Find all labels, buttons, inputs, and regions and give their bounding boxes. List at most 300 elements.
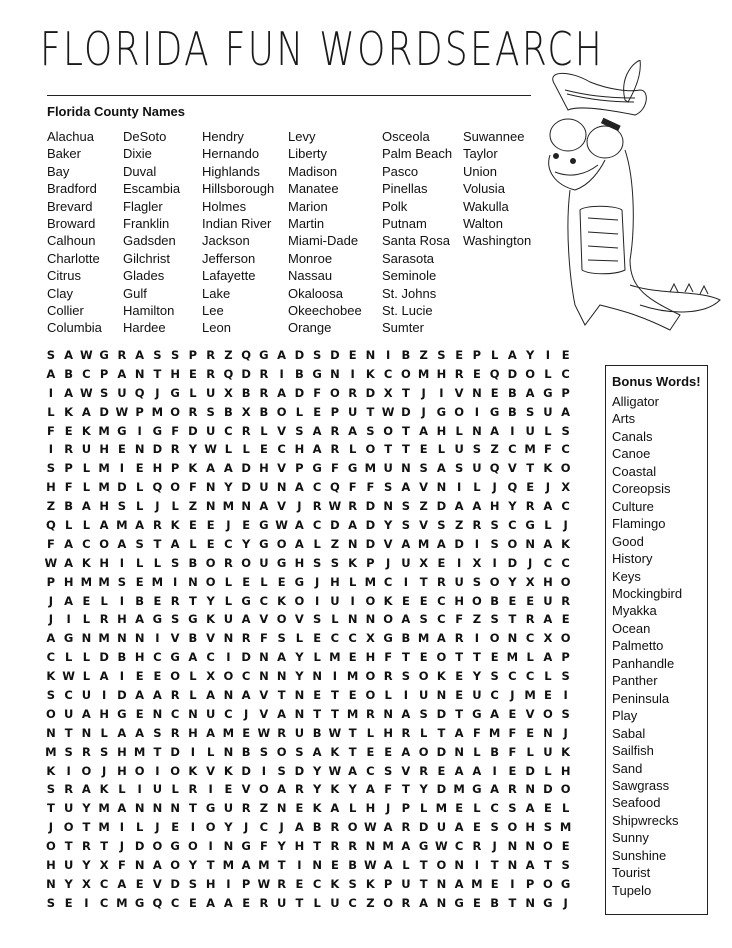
grid-letter[interactable]: U xyxy=(259,555,269,570)
grid-letter[interactable]: T xyxy=(437,725,446,740)
grid-letter[interactable]: H xyxy=(259,461,269,476)
grid-letter[interactable]: S xyxy=(259,744,269,759)
grid-letter[interactable]: E xyxy=(135,574,144,589)
grid-letter[interactable]: B xyxy=(348,858,357,873)
grid-letter[interactable]: L xyxy=(242,442,250,457)
grid-letter[interactable]: N xyxy=(436,876,447,891)
grid-letter[interactable]: I xyxy=(510,423,515,438)
grid-letter[interactable]: A xyxy=(188,650,198,665)
grid-letter[interactable]: C xyxy=(46,650,56,665)
grid-letter[interactable]: N xyxy=(454,744,464,759)
grid-letter[interactable]: W xyxy=(257,725,271,740)
grid-letter[interactable]: E xyxy=(206,536,215,551)
grid-letter[interactable]: E xyxy=(313,404,322,419)
grid-letter[interactable]: Y xyxy=(348,782,357,797)
grid-letter[interactable]: E xyxy=(82,593,91,608)
grid-letter[interactable]: O xyxy=(560,782,571,797)
grid-letter[interactable]: Y xyxy=(312,763,322,778)
grid-letter[interactable]: A xyxy=(223,461,233,476)
grid-letter[interactable]: S xyxy=(454,461,464,476)
grid-letter[interactable]: J xyxy=(563,725,568,740)
grid-letter[interactable]: H xyxy=(46,858,56,873)
grid-letter[interactable]: F xyxy=(543,442,552,457)
grid-letter[interactable]: J xyxy=(492,480,497,495)
grid-letter[interactable]: C xyxy=(561,499,570,514)
grid-letter[interactable]: A xyxy=(294,518,304,533)
grid-letter[interactable]: A xyxy=(525,858,535,873)
grid-letter[interactable]: X xyxy=(81,876,91,891)
grid-letter[interactable]: N xyxy=(365,839,376,854)
grid-letter[interactable]: I xyxy=(101,688,107,703)
grid-letter[interactable]: A xyxy=(277,650,287,665)
grid-letter[interactable]: P xyxy=(561,650,570,665)
grid-letter[interactable]: Y xyxy=(188,442,198,457)
grid-letter[interactable]: L xyxy=(561,801,570,816)
grid-letter[interactable]: N xyxy=(276,801,287,816)
grid-letter[interactable]: A xyxy=(117,536,127,551)
grid-letter[interactable]: J xyxy=(314,574,320,589)
grid-letter[interactable]: S xyxy=(490,669,499,684)
grid-letter[interactable]: R xyxy=(472,839,482,854)
grid-letter[interactable]: E xyxy=(242,725,251,740)
grid-letter[interactable]: L xyxy=(348,801,357,816)
grid-letter[interactable]: A xyxy=(241,612,251,627)
grid-letter[interactable]: L xyxy=(313,650,321,665)
grid-letter[interactable]: A xyxy=(401,536,411,551)
grid-letter[interactable]: A xyxy=(206,461,216,476)
grid-letter[interactable]: A xyxy=(348,423,358,438)
grid-letter[interactable]: C xyxy=(348,895,357,910)
grid-letter[interactable]: B xyxy=(241,385,251,400)
grid-letter[interactable]: R xyxy=(330,839,340,854)
grid-letter[interactable]: O xyxy=(400,366,411,381)
grid-letter[interactable]: M xyxy=(506,650,519,665)
grid-letter[interactable]: L xyxy=(135,480,144,495)
grid-letter[interactable]: Y xyxy=(241,536,251,551)
grid-letter[interactable]: N xyxy=(223,688,234,703)
grid-letter[interactable]: W xyxy=(364,858,377,873)
grid-letter[interactable]: D xyxy=(294,385,305,400)
grid-letter[interactable]: N xyxy=(46,876,56,891)
grid-letter[interactable]: D xyxy=(170,876,180,891)
grid-letter[interactable]: T xyxy=(348,744,357,759)
grid-letter[interactable]: S xyxy=(401,518,411,533)
grid-letter[interactable]: L xyxy=(135,820,144,835)
grid-letter[interactable]: A xyxy=(561,404,571,419)
grid-letter[interactable]: B xyxy=(490,744,499,759)
grid-letter[interactable]: M xyxy=(417,536,430,551)
grid-letter[interactable]: I xyxy=(208,839,213,854)
grid-letter[interactable]: S xyxy=(348,876,357,891)
grid-letter[interactable]: O xyxy=(383,895,394,910)
grid-letter[interactable]: B xyxy=(259,404,269,419)
grid-letter[interactable]: H xyxy=(330,574,340,589)
grid-letter[interactable]: N xyxy=(347,612,358,627)
grid-letter[interactable]: A xyxy=(543,499,553,514)
grid-letter[interactable]: T xyxy=(100,839,109,854)
grid-letter[interactable]: G xyxy=(525,518,535,533)
grid-letter[interactable]: A xyxy=(401,612,411,627)
grid-letter[interactable]: I xyxy=(208,782,213,797)
grid-letter[interactable]: Y xyxy=(206,593,215,608)
grid-letter[interactable]: L xyxy=(224,593,233,608)
grid-letter[interactable]: E xyxy=(455,801,464,816)
grid-letter[interactable]: J xyxy=(48,820,54,835)
grid-letter[interactable]: A xyxy=(64,536,74,551)
grid-letter[interactable]: I xyxy=(119,669,125,684)
grid-letter[interactable]: R xyxy=(170,593,180,608)
grid-letter[interactable]: U xyxy=(330,895,340,910)
grid-letter[interactable]: E xyxy=(330,858,339,873)
grid-letter[interactable]: E xyxy=(117,442,126,457)
grid-letter[interactable]: Y xyxy=(82,858,91,873)
grid-letter[interactable]: Y xyxy=(508,574,517,589)
grid-letter[interactable]: M xyxy=(151,404,164,419)
grid-letter[interactable]: Y xyxy=(312,782,322,797)
grid-letter[interactable]: I xyxy=(48,442,54,457)
grid-letter[interactable]: K xyxy=(561,744,571,759)
grid-letter[interactable]: B xyxy=(188,631,198,646)
grid-letter[interactable]: A xyxy=(419,895,429,910)
grid-letter[interactable]: O xyxy=(152,839,163,854)
grid-letter[interactable]: E xyxy=(455,348,464,362)
grid-letter[interactable]: H xyxy=(63,574,74,589)
grid-letter[interactable]: H xyxy=(365,801,376,816)
grid-letter[interactable]: D xyxy=(294,763,305,778)
grid-letter[interactable]: C xyxy=(543,555,553,570)
grid-letter[interactable]: Z xyxy=(259,801,269,816)
grid-letter[interactable]: L xyxy=(82,669,91,684)
grid-letter[interactable]: I xyxy=(119,555,125,570)
grid-letter[interactable]: A xyxy=(348,518,358,533)
grid-letter[interactable]: S xyxy=(295,744,304,759)
grid-letter[interactable]: O xyxy=(205,555,216,570)
grid-letter[interactable]: K xyxy=(188,461,198,476)
grid-letter[interactable]: D xyxy=(507,366,518,381)
grid-letter[interactable]: L xyxy=(455,423,463,438)
grid-letter[interactable]: E xyxy=(384,744,393,759)
grid-letter[interactable]: S xyxy=(419,706,428,721)
grid-letter[interactable]: H xyxy=(294,442,305,457)
grid-letter[interactable]: S xyxy=(46,461,56,476)
grid-letter[interactable]: Y xyxy=(419,782,428,797)
grid-letter[interactable]: J xyxy=(226,518,231,533)
grid-letter[interactable]: B xyxy=(117,650,127,665)
grid-letter[interactable]: B xyxy=(401,348,411,362)
grid-letter[interactable]: D xyxy=(241,366,251,381)
grid-letter[interactable]: P xyxy=(64,461,73,476)
grid-letter[interactable]: D xyxy=(365,536,376,551)
grid-letter[interactable]: C xyxy=(99,895,109,910)
grid-letter[interactable]: C xyxy=(259,820,269,835)
grid-letter[interactable]: V xyxy=(507,461,517,476)
grid-letter[interactable]: W xyxy=(328,499,342,514)
grid-letter[interactable]: X xyxy=(383,385,393,400)
grid-letter[interactable]: S xyxy=(472,574,482,589)
grid-letter[interactable]: J xyxy=(243,820,249,835)
grid-letter[interactable]: O xyxy=(418,669,429,684)
grid-letter[interactable]: K xyxy=(365,366,375,381)
grid-letter[interactable]: L xyxy=(118,782,126,797)
grid-letter[interactable]: H xyxy=(365,650,376,665)
grid-letter[interactable]: A xyxy=(152,858,162,873)
grid-letter[interactable]: M xyxy=(98,480,110,495)
grid-letter[interactable]: G xyxy=(418,839,429,854)
grid-letter[interactable]: U xyxy=(418,688,429,703)
grid-letter[interactable]: F xyxy=(171,423,180,438)
grid-letter[interactable]: A xyxy=(436,461,446,476)
grid-letter[interactable]: Q xyxy=(329,480,340,495)
grid-letter[interactable]: L xyxy=(64,650,73,665)
grid-letter[interactable]: N xyxy=(312,669,322,684)
grid-letter[interactable]: I xyxy=(403,688,409,703)
grid-letter[interactable]: T xyxy=(64,839,73,854)
grid-letter[interactable]: N xyxy=(205,480,216,495)
grid-letter[interactable]: L xyxy=(526,650,534,665)
grid-letter[interactable]: Y xyxy=(472,669,482,684)
grid-letter[interactable]: X xyxy=(419,555,429,570)
grid-letter[interactable]: Z xyxy=(46,499,56,514)
grid-letter[interactable]: R xyxy=(241,423,251,438)
grid-letter[interactable]: A xyxy=(454,876,464,891)
grid-letter[interactable]: T xyxy=(472,650,481,665)
grid-letter[interactable]: F xyxy=(46,423,55,438)
grid-letter[interactable]: J xyxy=(155,499,160,514)
grid-letter[interactable]: D xyxy=(454,536,464,551)
grid-letter[interactable]: Q xyxy=(134,385,145,400)
grid-letter[interactable]: O xyxy=(507,820,518,835)
grid-letter[interactable]: V xyxy=(206,763,216,778)
grid-letter[interactable]: V xyxy=(294,612,304,627)
grid-letter[interactable]: E xyxy=(526,593,535,608)
grid-letter[interactable]: R xyxy=(312,499,322,514)
grid-letter[interactable]: A xyxy=(490,782,500,797)
grid-letter[interactable]: D xyxy=(365,385,376,400)
grid-letter[interactable]: G xyxy=(454,895,464,910)
grid-letter[interactable]: N xyxy=(223,744,234,759)
grid-letter[interactable]: M xyxy=(116,895,128,910)
grid-letter[interactable]: R xyxy=(259,895,269,910)
grid-letter[interactable]: E xyxy=(242,518,251,533)
grid-letter[interactable]: O xyxy=(489,631,500,646)
grid-letter[interactable]: M xyxy=(98,801,110,816)
grid-letter[interactable]: U xyxy=(276,895,287,910)
grid-letter[interactable]: A xyxy=(277,348,287,362)
grid-letter[interactable]: A xyxy=(401,839,411,854)
grid-letter[interactable]: A xyxy=(348,763,358,778)
grid-letter[interactable]: J xyxy=(563,895,568,910)
grid-letter[interactable]: A xyxy=(454,820,464,835)
grid-letter[interactable]: P xyxy=(170,461,180,476)
grid-letter[interactable]: K xyxy=(561,536,571,551)
grid-letter[interactable]: N xyxy=(525,536,535,551)
grid-letter[interactable]: G xyxy=(259,536,269,551)
grid-letter[interactable]: I xyxy=(66,612,71,627)
grid-letter[interactable]: O xyxy=(45,839,56,854)
grid-letter[interactable]: U xyxy=(436,820,447,835)
grid-letter[interactable]: N xyxy=(436,480,447,495)
grid-letter[interactable]: O xyxy=(365,688,376,703)
grid-letter[interactable]: H xyxy=(170,366,180,381)
grid-letter[interactable]: L xyxy=(473,744,481,759)
grid-letter[interactable]: L xyxy=(295,631,304,646)
grid-letter[interactable]: D xyxy=(241,461,251,476)
grid-letter[interactable]: K xyxy=(436,669,446,684)
grid-letter[interactable]: L xyxy=(64,518,73,533)
grid-letter[interactable]: S xyxy=(206,404,215,419)
grid-letter[interactable]: H xyxy=(99,499,109,514)
grid-letter[interactable]: V xyxy=(277,461,287,476)
grid-letter[interactable]: R xyxy=(472,518,482,533)
grid-letter[interactable]: Y xyxy=(508,499,517,514)
grid-letter[interactable]: W xyxy=(257,876,271,891)
grid-letter[interactable]: A xyxy=(64,555,74,570)
grid-letter[interactable]: C xyxy=(170,895,180,910)
grid-letter[interactable]: N xyxy=(294,688,305,703)
grid-letter[interactable]: J xyxy=(101,763,107,778)
grid-letter[interactable]: R xyxy=(277,725,287,740)
grid-letter[interactable]: Q xyxy=(489,366,500,381)
grid-letter[interactable]: Y xyxy=(188,858,198,873)
grid-letter[interactable]: R xyxy=(99,612,109,627)
grid-letter[interactable]: C xyxy=(383,574,393,589)
grid-letter[interactable]: L xyxy=(260,423,268,438)
grid-letter[interactable]: S xyxy=(170,612,180,627)
grid-letter[interactable]: D xyxy=(241,763,251,778)
grid-letter[interactable]: R xyxy=(152,518,162,533)
grid-letter[interactable]: P xyxy=(188,348,198,362)
grid-letter[interactable]: K xyxy=(543,461,553,476)
grid-letter[interactable]: O xyxy=(205,574,216,589)
grid-letter[interactable]: Y xyxy=(64,876,73,891)
grid-letter[interactable]: S xyxy=(312,555,322,570)
grid-letter[interactable]: E xyxy=(455,688,464,703)
grid-letter[interactable]: V xyxy=(259,706,269,721)
grid-letter[interactable]: N xyxy=(383,499,393,514)
grid-letter[interactable]: U xyxy=(63,858,74,873)
grid-letter[interactable]: S xyxy=(401,669,411,684)
grid-letter[interactable]: V xyxy=(259,612,269,627)
grid-letter[interactable]: R xyxy=(561,593,571,608)
grid-letter[interactable]: X xyxy=(561,480,571,495)
grid-letter[interactable]: N xyxy=(347,536,358,551)
grid-letter[interactable]: O xyxy=(347,820,358,835)
grid-letter[interactable]: L xyxy=(473,480,481,495)
grid-letter[interactable]: Y xyxy=(295,650,304,665)
grid-letter[interactable]: S xyxy=(490,536,499,551)
grid-letter[interactable]: M xyxy=(45,744,57,759)
grid-letter[interactable]: L xyxy=(384,688,392,703)
grid-letter[interactable]: Z xyxy=(419,348,428,362)
grid-letter[interactable]: I xyxy=(492,763,497,778)
grid-letter[interactable]: Q xyxy=(152,895,163,910)
grid-letter[interactable]: K xyxy=(81,555,91,570)
grid-letter[interactable]: T xyxy=(153,744,162,759)
grid-letter[interactable]: K xyxy=(383,593,393,608)
grid-letter[interactable]: R xyxy=(170,442,180,457)
grid-letter[interactable]: L xyxy=(348,442,357,457)
grid-letter[interactable]: E xyxy=(366,744,375,759)
grid-letter[interactable]: G xyxy=(170,839,180,854)
grid-letter[interactable]: H xyxy=(436,366,447,381)
grid-letter[interactable]: S xyxy=(383,763,393,778)
grid-letter[interactable]: I xyxy=(439,385,444,400)
grid-letter[interactable]: C xyxy=(525,669,535,684)
grid-letter[interactable]: O xyxy=(294,593,305,608)
grid-letter[interactable]: D xyxy=(241,650,251,665)
grid-letter[interactable]: P xyxy=(472,348,482,362)
grid-letter[interactable]: T xyxy=(64,725,73,740)
grid-letter[interactable]: N xyxy=(472,423,482,438)
grid-letter[interactable]: O xyxy=(507,536,518,551)
grid-letter[interactable]: H xyxy=(205,876,216,891)
grid-letter[interactable]: V xyxy=(383,536,393,551)
grid-letter[interactable]: A xyxy=(135,348,145,362)
grid-letter[interactable]: X xyxy=(99,858,109,873)
grid-letter[interactable]: R xyxy=(419,763,429,778)
grid-letter[interactable]: R xyxy=(223,555,233,570)
grid-letter[interactable]: S xyxy=(330,555,340,570)
grid-letter[interactable]: W xyxy=(80,348,93,362)
grid-letter[interactable]: E xyxy=(295,876,304,891)
grid-letter[interactable]: E xyxy=(490,650,499,665)
grid-letter[interactable]: D xyxy=(134,839,145,854)
grid-letter[interactable]: F xyxy=(330,461,339,476)
grid-letter[interactable]: S xyxy=(46,688,56,703)
grid-letter[interactable]: C xyxy=(206,650,215,665)
grid-letter[interactable]: G xyxy=(241,839,251,854)
grid-letter[interactable]: Y xyxy=(277,839,286,854)
grid-letter[interactable]: Y xyxy=(224,820,233,835)
grid-letter[interactable]: C xyxy=(224,706,233,721)
grid-letter[interactable]: U xyxy=(81,442,92,457)
grid-letter[interactable]: H xyxy=(117,744,127,759)
grid-letter[interactable]: E xyxy=(64,423,73,438)
grid-letter[interactable]: A xyxy=(81,499,91,514)
grid-letter[interactable]: T xyxy=(455,650,464,665)
grid-letter[interactable]: B xyxy=(64,366,73,381)
grid-letter[interactable]: R xyxy=(330,820,340,835)
grid-letter[interactable]: E xyxy=(295,801,304,816)
grid-letter[interactable]: W xyxy=(328,763,342,778)
grid-letter[interactable]: C xyxy=(224,536,233,551)
grid-letter[interactable]: U xyxy=(330,593,340,608)
grid-letter[interactable]: N xyxy=(134,366,145,381)
grid-letter[interactable]: R xyxy=(277,876,287,891)
grid-letter[interactable]: E xyxy=(348,650,357,665)
grid-letter[interactable]: A xyxy=(436,536,446,551)
grid-letter[interactable]: N xyxy=(436,688,447,703)
grid-letter[interactable]: R xyxy=(188,404,198,419)
grid-letter[interactable]: E xyxy=(224,782,233,797)
grid-letter[interactable]: R xyxy=(454,366,464,381)
grid-letter[interactable]: E xyxy=(561,839,570,854)
grid-letter[interactable]: T xyxy=(419,858,428,873)
grid-letter[interactable]: F xyxy=(348,480,357,495)
grid-letter[interactable]: C xyxy=(277,442,286,457)
grid-letter[interactable]: Z xyxy=(188,499,198,514)
grid-letter[interactable]: P xyxy=(330,404,340,419)
grid-letter[interactable]: E xyxy=(437,555,446,570)
grid-letter[interactable]: L xyxy=(402,858,410,873)
grid-letter[interactable]: L xyxy=(189,669,197,684)
grid-letter[interactable]: S xyxy=(135,536,144,551)
grid-letter[interactable]: C xyxy=(366,763,375,778)
grid-letter[interactable]: A xyxy=(277,706,287,721)
grid-letter[interactable]: T xyxy=(188,593,197,608)
grid-letter[interactable]: P xyxy=(135,404,144,419)
grid-letter[interactable]: N xyxy=(294,706,305,721)
